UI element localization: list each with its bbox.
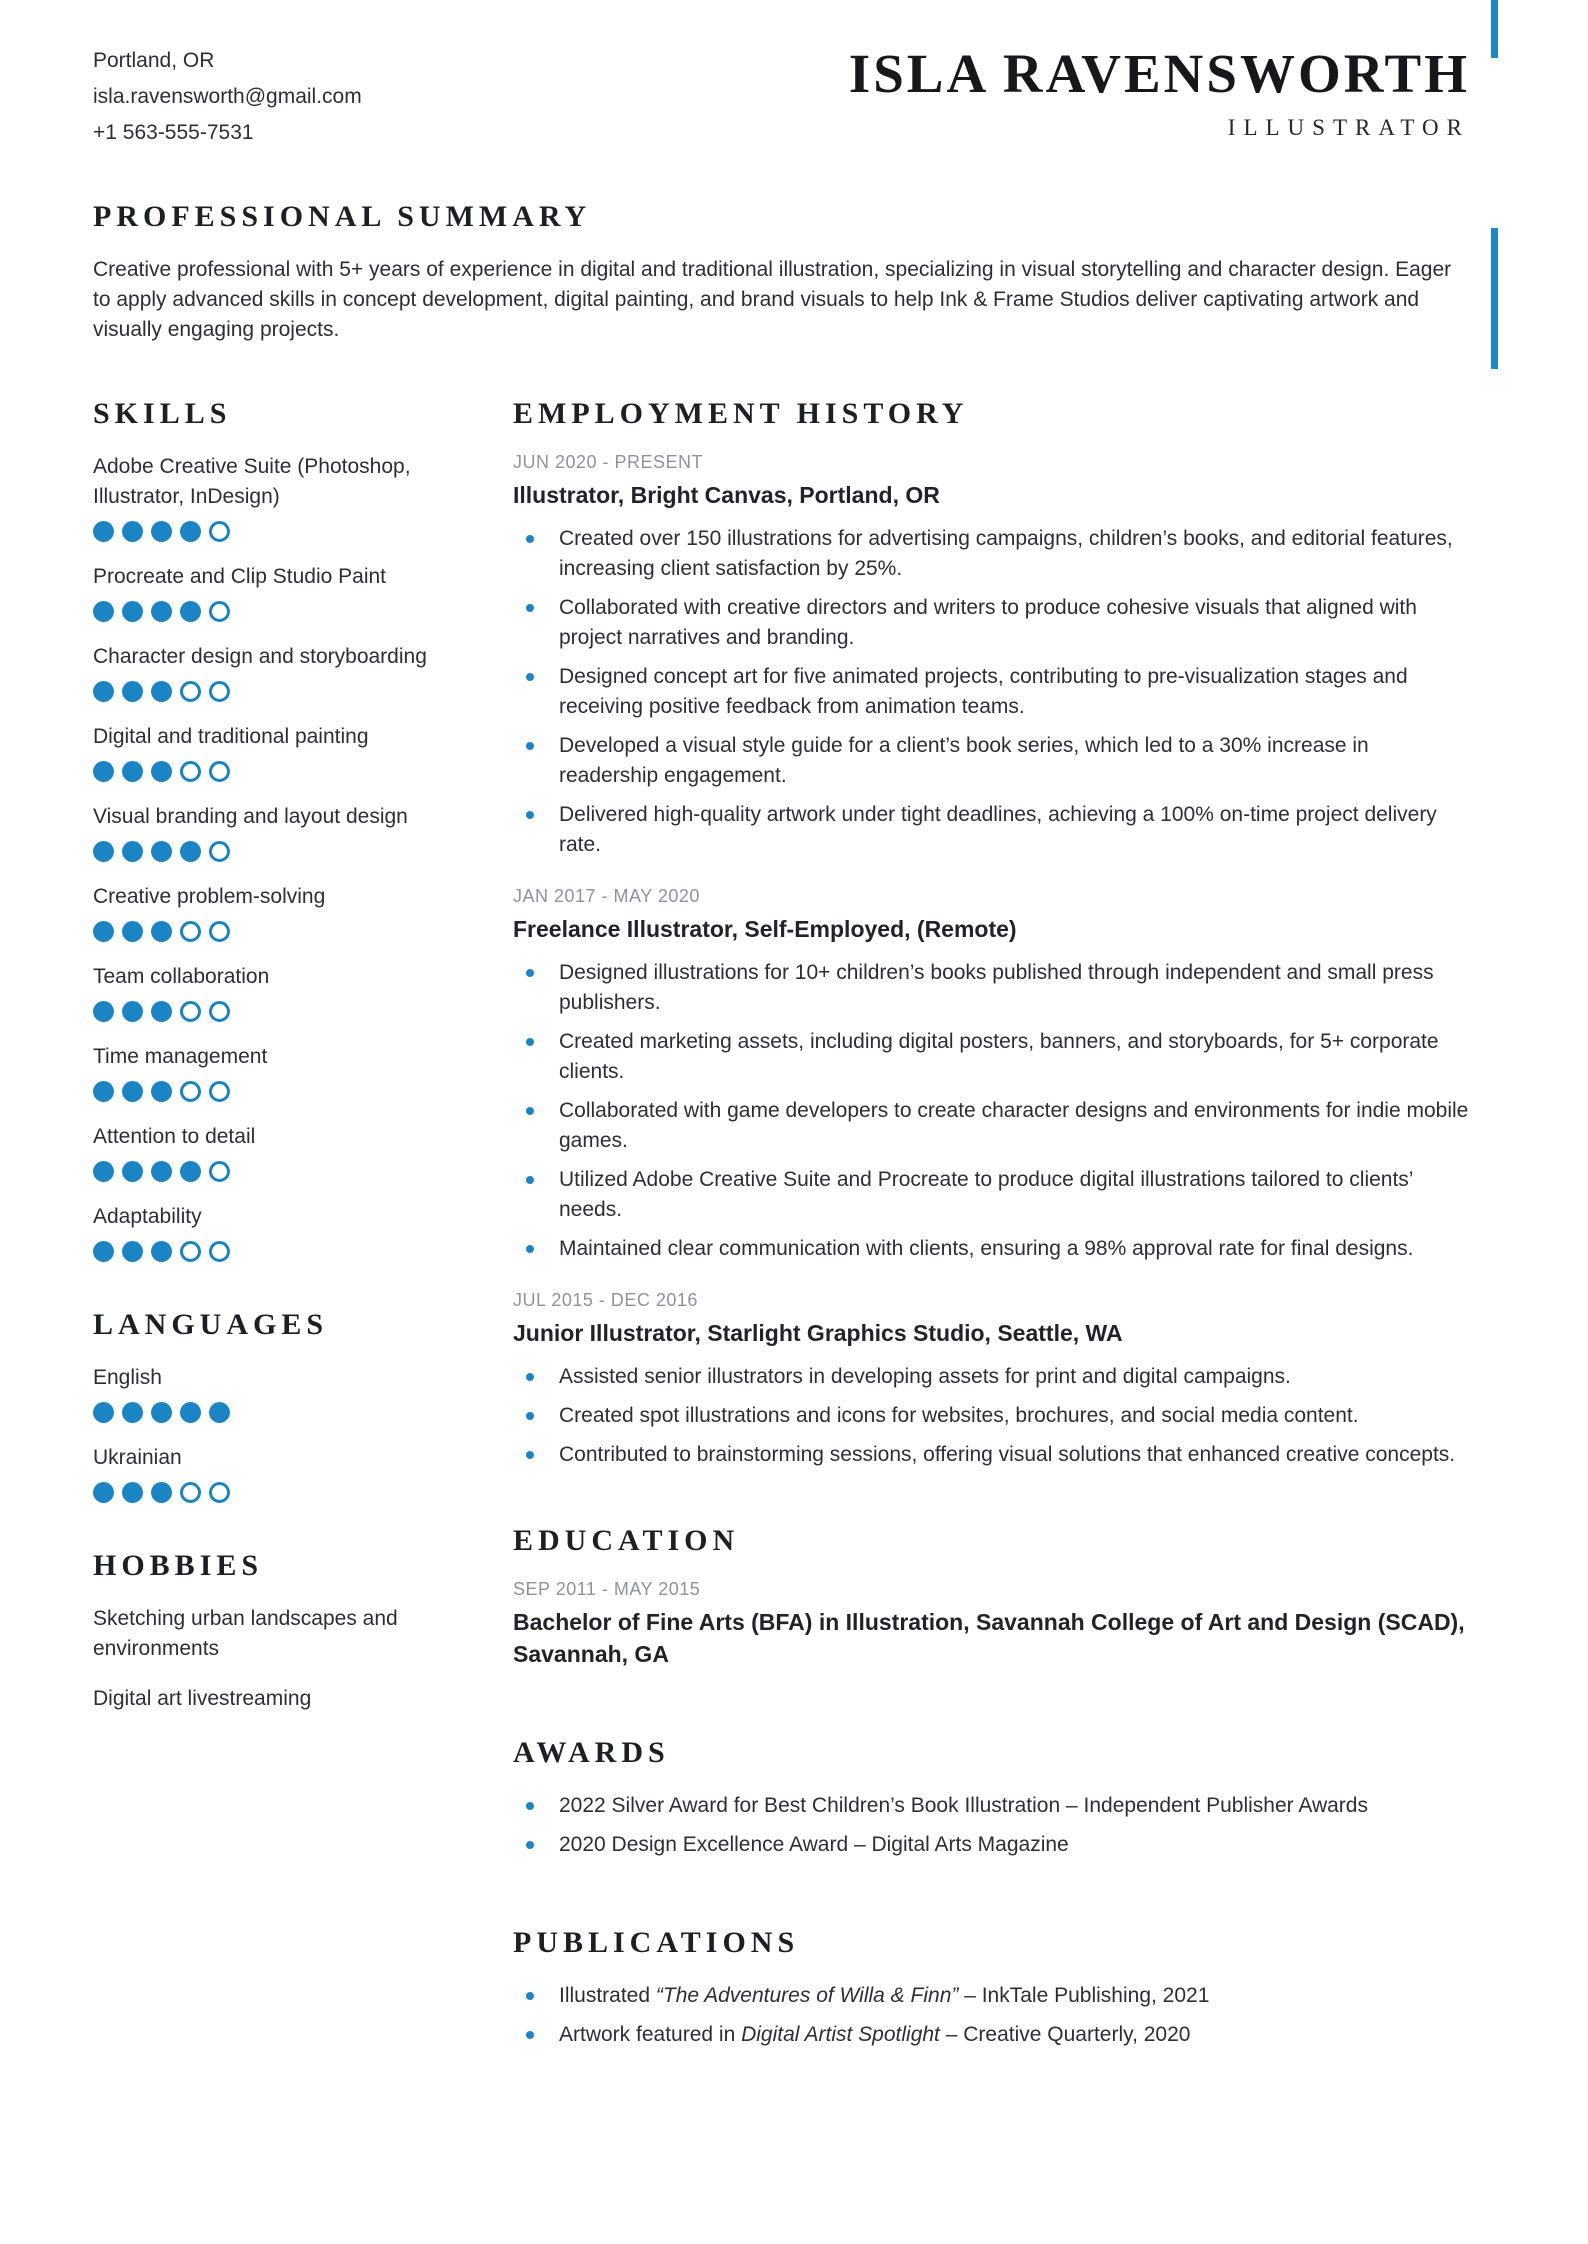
skill-label: Time management bbox=[93, 1045, 268, 1068]
skill-item bbox=[93, 962, 473, 1022]
bullet-item: Created spot illustrations and icons for websites, brochures, and social media content. bbox=[513, 1401, 1470, 1431]
skill-item bbox=[93, 562, 473, 622]
job-bullets bbox=[513, 1362, 1470, 1470]
rating-dot bbox=[151, 1482, 172, 1503]
rating-dot bbox=[93, 1081, 114, 1102]
skill-label: Procreate and Clip Studio Paint bbox=[93, 565, 387, 588]
employment-history-heading: EMPLOYMENT HISTORY bbox=[513, 397, 969, 430]
rating-dot bbox=[93, 841, 114, 862]
contact-block bbox=[93, 46, 362, 154]
bullet-item: Contributed to brainstorming sessions, offering visual solutions that enhanced creative concepts. bbox=[513, 1440, 1470, 1470]
skill-label: Adaptability bbox=[93, 1205, 202, 1228]
skill-label: Visual branding and layout design bbox=[93, 805, 408, 828]
bullet-item: Delivered high-quality artwork under tight deadlines, achieving a 100% on-time project delivery rate. bbox=[513, 800, 1470, 860]
skill-item bbox=[93, 642, 473, 702]
publication-text: – InkTale Publishing, 2021 bbox=[958, 1984, 1210, 2007]
bullet-item: Designed concept art for five animated projects, contributing to pre-visualization stages and receiving positive feedback from animation teams. bbox=[513, 662, 1470, 722]
bullet-item: Utilized Adobe Creative Suite and Procreate to produce digital illustrations tailored to clients’ needs. bbox=[513, 1165, 1470, 1225]
rating-dot bbox=[151, 1001, 172, 1022]
left-column bbox=[93, 397, 473, 2059]
rating-dot bbox=[93, 761, 114, 782]
skill-rating-dots bbox=[93, 1001, 473, 1022]
language-item bbox=[93, 1363, 473, 1423]
candidate-name: ISLA RAVENSWORTH bbox=[848, 43, 1470, 104]
education-degree: Bachelor of Fine Arts (BFA) in Illustration, Savannah College of Art and Design (SCAD), Savannah, GA bbox=[513, 1609, 1465, 1667]
rating-dot bbox=[151, 681, 172, 702]
rating-dot bbox=[151, 761, 172, 782]
skill-rating-dots bbox=[93, 601, 473, 622]
skill-rating-dots bbox=[93, 1241, 473, 1262]
rating-dot bbox=[209, 761, 230, 782]
rating-dot bbox=[93, 1402, 114, 1423]
rating-dot bbox=[122, 1081, 143, 1102]
section-hobbies bbox=[93, 1549, 473, 1714]
rating-dot bbox=[180, 521, 201, 542]
skill-rating-dots bbox=[93, 761, 473, 782]
rating-dot bbox=[122, 601, 143, 622]
rating-dot bbox=[93, 921, 114, 942]
award-item: 2022 Silver Award for Best Children’s Book Illustration – Independent Publisher Awards bbox=[513, 1791, 1470, 1821]
section-awards bbox=[513, 1736, 1470, 1860]
candidate-role: ILLUSTRATOR bbox=[1227, 115, 1470, 141]
publications-list bbox=[513, 1981, 1470, 2050]
rating-dot bbox=[122, 761, 143, 782]
skill-rating-dots bbox=[93, 1081, 473, 1102]
bullet-item: Collaborated with game developers to create character designs and environments for indie mobile games. bbox=[513, 1096, 1470, 1156]
skill-label: Team collaboration bbox=[93, 965, 270, 988]
contact-email: isla.ravensworth@gmail.com bbox=[93, 85, 362, 108]
skill-rating-dots bbox=[93, 921, 473, 942]
section-publications bbox=[513, 1926, 1470, 2050]
professional-summary-text: Creative professional with 5+ years of experience in digital and traditional illustration, specializing in visual storytelling and character design. Eager to apply advanced skills in concept development, digital painting, and brand visuals to help Ink & Frame Studios deliver captivating artwork and visually engaging projects. bbox=[93, 258, 1452, 341]
rating-dot bbox=[151, 921, 172, 942]
skill-rating-dots bbox=[93, 841, 473, 862]
rating-dot bbox=[209, 1241, 230, 1262]
identity-block bbox=[849, 42, 1470, 141]
skill-label: Creative problem-solving bbox=[93, 885, 326, 908]
skill-label: Attention to detail bbox=[93, 1125, 256, 1148]
rating-dot bbox=[209, 1482, 230, 1503]
language-label: English bbox=[93, 1366, 162, 1389]
bullet-item: Developed a visual style guide for a client’s book series, which led to a 30% increase in readership engagement. bbox=[513, 731, 1470, 791]
skill-rating-dots bbox=[93, 681, 473, 702]
rating-dot bbox=[93, 521, 114, 542]
accent-bar-top bbox=[1491, 0, 1498, 58]
skill-item bbox=[93, 1042, 473, 1102]
job-title: Freelance Illustrator, Self-Employed, (Remote) bbox=[513, 916, 1017, 942]
rating-dot bbox=[209, 681, 230, 702]
rating-dot bbox=[209, 1402, 230, 1423]
rating-dot bbox=[93, 601, 114, 622]
header bbox=[93, 43, 1470, 154]
rating-dot bbox=[151, 1081, 172, 1102]
bullet-item: Collaborated with creative directors and writers to produce cohesive visuals that aligned with project narratives and branding. bbox=[513, 593, 1470, 653]
rating-dot bbox=[93, 1241, 114, 1262]
rating-dot bbox=[209, 921, 230, 942]
section-languages bbox=[93, 1308, 473, 1503]
rating-dot bbox=[122, 1001, 143, 1022]
rating-dot bbox=[151, 1402, 172, 1423]
job-title: Illustrator, Bright Canvas, Portland, OR bbox=[513, 482, 940, 508]
rating-dot bbox=[209, 521, 230, 542]
skills-heading: SKILLS bbox=[93, 397, 232, 430]
rating-dot bbox=[151, 521, 172, 542]
language-label: Ukrainian bbox=[93, 1446, 182, 1469]
skill-label: Character design and storyboarding bbox=[93, 645, 427, 668]
rating-dot bbox=[180, 1482, 201, 1503]
rating-dot bbox=[122, 841, 143, 862]
section-professional-summary bbox=[93, 200, 1470, 345]
rating-dot bbox=[180, 1241, 201, 1262]
rating-dot bbox=[209, 1001, 230, 1022]
job-dates: JUL 2015 - DEC 2016 bbox=[513, 1290, 698, 1310]
job-bullets bbox=[513, 958, 1470, 1264]
skill-item bbox=[93, 802, 473, 862]
rating-dot bbox=[122, 921, 143, 942]
contact-location: Portland, OR bbox=[93, 49, 215, 72]
bullet-item: Created over 150 illustrations for advertising campaigns, children’s books, and editorial features, increasing client satisfaction by 25%. bbox=[513, 524, 1470, 584]
skill-label: Digital and traditional painting bbox=[93, 725, 369, 748]
language-rating-dots bbox=[93, 1402, 473, 1423]
bullet-item: Designed illustrations for 10+ children’s books published through independent and small press publishers. bbox=[513, 958, 1470, 1018]
job-title: Junior Illustrator, Starlight Graphics Studio, Seattle, WA bbox=[513, 1320, 1123, 1346]
rating-dot bbox=[122, 681, 143, 702]
education-dates: SEP 2011 - MAY 2015 bbox=[513, 1579, 701, 1599]
skill-rating-dots bbox=[93, 1161, 473, 1182]
rating-dot bbox=[180, 1161, 201, 1182]
section-education bbox=[513, 1524, 1470, 1670]
skill-rating-dots bbox=[93, 521, 473, 542]
skill-item bbox=[93, 1202, 473, 1262]
rating-dot bbox=[151, 1241, 172, 1262]
professional-summary-heading: PROFESSIONAL SUMMARY bbox=[93, 200, 592, 233]
rating-dot bbox=[180, 841, 201, 862]
bullet-item: Created marketing assets, including digital posters, banners, and storyboards, for 5+ corporate clients. bbox=[513, 1027, 1470, 1087]
rating-dot bbox=[180, 1402, 201, 1423]
publication-text: – Creative Quarterly, 2020 bbox=[939, 2023, 1191, 2046]
publication-title-italic: Digital Artist Spotlight bbox=[741, 2023, 940, 2046]
education-heading: EDUCATION bbox=[513, 1524, 740, 1557]
awards-heading: AWARDS bbox=[513, 1736, 670, 1769]
rating-dot bbox=[93, 1161, 114, 1182]
publication-text: Artwork featured in bbox=[559, 2023, 742, 2046]
job-dates: JAN 2017 - MAY 2020 bbox=[513, 886, 700, 906]
job-entry bbox=[513, 452, 1470, 860]
publication-item bbox=[513, 1981, 1470, 2011]
hobby-item: Sketching urban landscapes and environments bbox=[93, 1607, 398, 1660]
job-entry bbox=[513, 1290, 1470, 1470]
rating-dot bbox=[93, 1001, 114, 1022]
accent-bar-middle bbox=[1491, 228, 1498, 369]
hobby-item: Digital art livestreaming bbox=[93, 1687, 312, 1710]
rating-dot bbox=[209, 841, 230, 862]
rating-dot bbox=[209, 601, 230, 622]
rating-dot bbox=[151, 841, 172, 862]
awards-list bbox=[513, 1791, 1470, 1860]
skill-label: Adobe Creative Suite (Photoshop, Illustrator, InDesign) bbox=[93, 455, 411, 508]
skill-item bbox=[93, 882, 473, 942]
rating-dot bbox=[93, 1482, 114, 1503]
rating-dot bbox=[122, 521, 143, 542]
rating-dot bbox=[122, 1161, 143, 1182]
rating-dot bbox=[180, 681, 201, 702]
rating-dot bbox=[180, 601, 201, 622]
section-employment-history bbox=[513, 397, 1470, 1470]
rating-dot bbox=[151, 1161, 172, 1182]
job-entry bbox=[513, 886, 1470, 1264]
right-column bbox=[513, 397, 1470, 2059]
rating-dot bbox=[122, 1241, 143, 1262]
publications-heading: PUBLICATIONS bbox=[513, 1926, 800, 1959]
languages-heading: LANGUAGES bbox=[93, 1308, 329, 1341]
rating-dot bbox=[180, 1001, 201, 1022]
publication-title-italic: “The Adventures of Willa & Finn” bbox=[655, 1984, 959, 2007]
columns bbox=[93, 397, 1470, 2059]
rating-dot bbox=[180, 1081, 201, 1102]
language-item bbox=[93, 1443, 473, 1503]
bullet-item: Maintained clear communication with clients, ensuring a 98% approval rate for final designs. bbox=[513, 1234, 1470, 1264]
rating-dot bbox=[122, 1482, 143, 1503]
bullet-item: Assisted senior illustrators in developing assets for print and digital campaigns. bbox=[513, 1362, 1470, 1392]
publication-item bbox=[513, 2020, 1470, 2050]
publication-text: Illustrated bbox=[559, 1984, 656, 2007]
rating-dot bbox=[151, 601, 172, 622]
skill-item bbox=[93, 452, 473, 542]
skill-item bbox=[93, 1122, 473, 1182]
rating-dot bbox=[93, 681, 114, 702]
section-skills bbox=[93, 397, 473, 1262]
rating-dot bbox=[122, 1402, 143, 1423]
job-dates: JUN 2020 - PRESENT bbox=[513, 452, 704, 472]
award-item: 2020 Design Excellence Award – Digital Arts Magazine bbox=[513, 1830, 1470, 1860]
skill-item bbox=[93, 722, 473, 782]
language-rating-dots bbox=[93, 1482, 473, 1503]
rating-dot bbox=[180, 761, 201, 782]
contact-phone: +1 563-555-7531 bbox=[93, 121, 254, 144]
hobbies-heading: HOBBIES bbox=[93, 1549, 264, 1582]
rating-dot bbox=[209, 1161, 230, 1182]
rating-dot bbox=[209, 1081, 230, 1102]
job-bullets bbox=[513, 524, 1470, 860]
rating-dot bbox=[180, 921, 201, 942]
